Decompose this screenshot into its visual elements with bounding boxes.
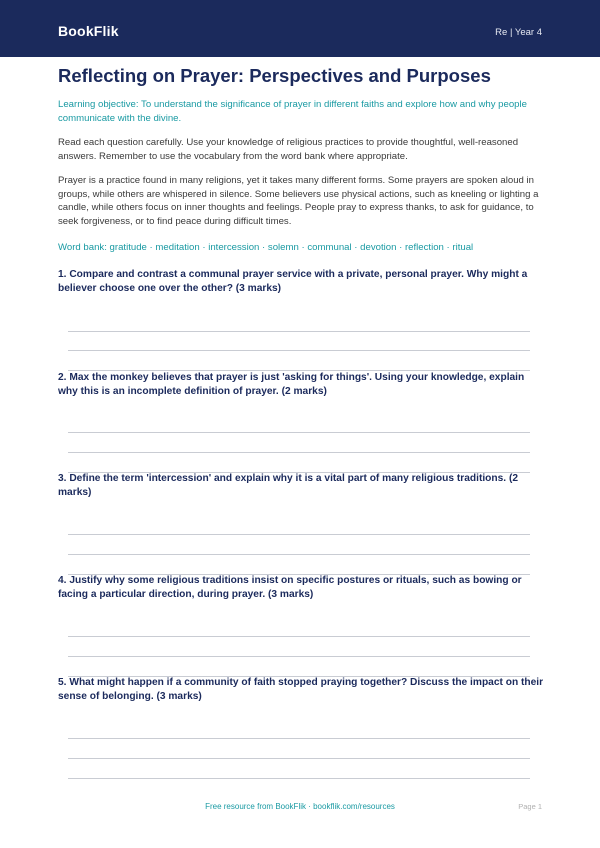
answer-line[interactable] xyxy=(68,778,530,779)
answer-line[interactable] xyxy=(68,452,530,453)
worksheet-intro xyxy=(58,64,544,253)
answer-line[interactable] xyxy=(68,350,530,351)
question-1: 1. Compare and contrast a communal prayer service with a private, personal prayer. Why might a believer choose one over the other? (3 marks) xyxy=(58,269,528,294)
page-header xyxy=(0,0,600,57)
question-5: 5. What might happen if a community of faith stopped praying together? Discuss the impact on their sense of belonging. (3 marks) xyxy=(58,677,544,702)
answer-line[interactable] xyxy=(68,554,530,555)
instructions-text: Read each question carefully. Use your knowledge of religious practices to provide thoughtful, well-reasoned answers. Remember to use the vocabulary from the word bank where appropriate. xyxy=(58,137,519,162)
answer-line[interactable] xyxy=(68,738,530,739)
page-title: Reflecting on Prayer: Perspectives and Purposes xyxy=(58,65,491,86)
intro-text: Prayer is a practice found in many religions, yet it takes many different forms. Some prayers are spoken aloud in groups, while others are whispered in silence. Some believers use physical actions, such as kneeling or lighting a candle, while others focus on inner thoughts and feelings. People pray to express thanks, to ask for guidance, to seek forgiveness, or to find peace during difficult times. xyxy=(58,175,539,227)
learning-objective: Learning objective: To understand the significance of prayer in different faiths and explore how and why people communicate with the divine. xyxy=(58,99,527,124)
question-3: 3. Define the term 'intercession' and explain why it is a vital part of many religious traditions. (2 marks) xyxy=(58,473,518,498)
page-number: Page 1 xyxy=(518,802,542,811)
answer-line[interactable] xyxy=(68,656,530,657)
answer-line[interactable] xyxy=(68,534,530,535)
question-4: 4. Justify why some religious traditions insist on specific postures or rituals, such as bowing or facing a particular direction, during prayer. (3 marks) xyxy=(58,575,522,600)
answer-line[interactable] xyxy=(68,758,530,759)
footer-credit: Free resource from BookFlik · bookflik.com/resources xyxy=(205,802,395,811)
answer-line[interactable] xyxy=(68,331,530,332)
word-bank: Word bank: gratitude · meditation · intercession · solemn · communal · devotion · reflection · ritual xyxy=(58,242,474,253)
brand-logo-text: BookFlik xyxy=(58,23,119,39)
subject-year-label: Re | Year 4 xyxy=(495,27,542,38)
answer-line[interactable] xyxy=(68,636,530,637)
question-2: 2. Max the monkey believes that prayer is just 'asking for things'. Using your knowledge, explain why this is an incomplete definition of prayer. (2 marks) xyxy=(58,372,525,397)
answer-line[interactable] xyxy=(68,432,530,433)
